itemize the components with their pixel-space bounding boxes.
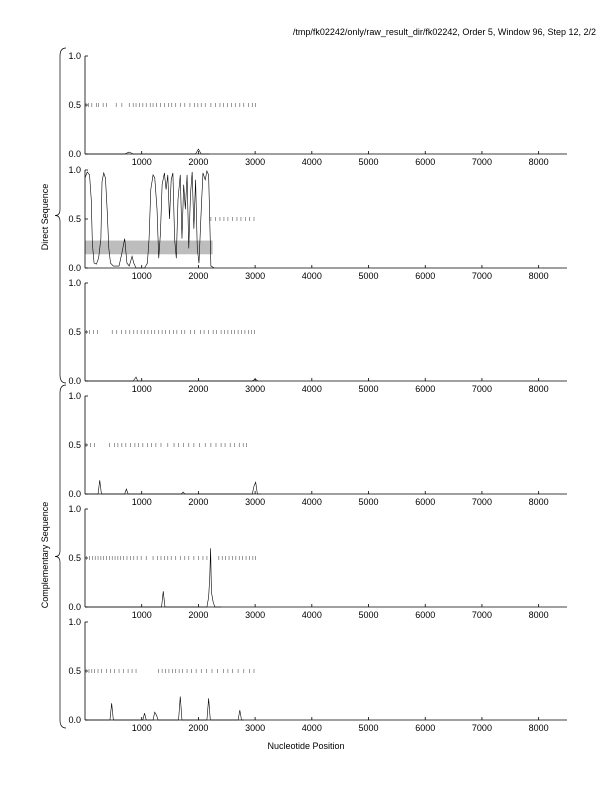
y-tick-label: 1.0: [68, 51, 81, 61]
x-tick-label: 4000: [301, 723, 322, 733]
direct-sequence-brace: [55, 48, 66, 383]
x-tick-label: 1000: [131, 271, 152, 281]
y-tick-label: 0.5: [68, 327, 81, 337]
x-tick-label: 3000: [245, 497, 266, 507]
x-tick-label: 4000: [301, 610, 322, 620]
y-tick-label: 1.0: [68, 504, 81, 514]
x-tick-label: 8000: [528, 157, 549, 167]
x-tick-label: 2000: [188, 497, 209, 507]
series-line: [85, 480, 261, 494]
x-tick-label: 7000: [471, 157, 492, 167]
x-tick-label: 2000: [188, 271, 209, 281]
x-tick-label: 7000: [471, 723, 492, 733]
x-tick-label: 7000: [471, 271, 492, 281]
y-tick-label: 1.0: [68, 278, 81, 288]
x-tick-label: 7000: [471, 497, 492, 507]
y-tick-label: 1.0: [68, 165, 81, 175]
series-line: [85, 149, 210, 154]
y-tick-label: 0.0: [68, 489, 81, 499]
y-tick-label: 0.0: [68, 376, 81, 386]
y-tick-label: 0.0: [68, 149, 81, 159]
series-line: [85, 696, 244, 720]
x-tick-label: 6000: [415, 271, 436, 281]
y-tick-label: 0.0: [68, 263, 81, 273]
y-tick-label: 1.0: [68, 617, 81, 627]
x-tick-label: 6000: [415, 610, 436, 620]
x-tick-label: 1000: [131, 723, 152, 733]
x-tick-label: 8000: [528, 271, 549, 281]
x-tick-label: 5000: [358, 497, 379, 507]
x-tick-label: 1000: [131, 157, 152, 167]
x-tick-label: 1000: [131, 384, 152, 394]
x-tick-label: 6000: [415, 723, 436, 733]
y-tick-label: 1.0: [68, 391, 81, 401]
series-line: [85, 377, 258, 381]
x-tick-label: 2000: [188, 610, 209, 620]
x-tick-label: 5000: [358, 384, 379, 394]
y-tick-label: 0.0: [68, 715, 81, 725]
x-tick-label: 8000: [528, 384, 549, 394]
y-tick-label: 0.5: [68, 666, 81, 676]
x-tick-label: 8000: [528, 723, 549, 733]
x-tick-label: 8000: [528, 610, 549, 620]
x-tick-label: 4000: [301, 157, 322, 167]
x-tick-label: 1000: [131, 497, 152, 507]
panel-6: [68, 617, 567, 733]
x-tick-label: 2000: [188, 384, 209, 394]
y-tick-label: 0.5: [68, 553, 81, 563]
x-tick-label: 6000: [415, 384, 436, 394]
x-tick-label: 3000: [245, 723, 266, 733]
x-tick-label: 5000: [358, 723, 379, 733]
y-tick-label: 0.0: [68, 602, 81, 612]
x-tick-label: 3000: [245, 384, 266, 394]
x-tick-label: 7000: [471, 384, 492, 394]
x-tick-label: 5000: [358, 157, 379, 167]
x-tick-label: 5000: [358, 271, 379, 281]
x-tick-label: 2000: [188, 157, 209, 167]
y-tick-label: 0.5: [68, 440, 81, 450]
x-tick-label: 3000: [245, 271, 266, 281]
complementary-sequence-label: Complementary Sequence: [40, 501, 50, 609]
x-axis-label: Nucleotide Position: [267, 741, 345, 751]
x-tick-label: 7000: [471, 610, 492, 620]
x-tick-label: 6000: [415, 497, 436, 507]
x-tick-label: 8000: [528, 497, 549, 507]
page-title: /tmp/fk02242/only/raw_result_dir/fk02242, Order 5, Window 96, Step 12, 2/2: [292, 27, 596, 37]
x-tick-label: 3000: [245, 157, 266, 167]
x-tick-label: 3000: [245, 610, 266, 620]
panel-2: [68, 165, 567, 281]
panel-5: [68, 504, 567, 620]
panel-1: [68, 51, 567, 167]
panel-3: [68, 278, 567, 394]
x-tick-label: 1000: [131, 610, 152, 620]
direct-sequence-label: Direct Sequence: [40, 183, 50, 251]
complementary-sequence-brace: [55, 385, 66, 728]
panel-4: [68, 391, 567, 507]
y-tick-label: 0.5: [68, 100, 81, 110]
x-tick-label: 4000: [301, 497, 322, 507]
x-tick-label: 4000: [301, 384, 322, 394]
y-tick-label: 0.5: [68, 214, 81, 224]
x-tick-label: 4000: [301, 271, 322, 281]
x-tick-label: 2000: [188, 723, 209, 733]
x-tick-label: 6000: [415, 157, 436, 167]
x-tick-label: 5000: [358, 610, 379, 620]
